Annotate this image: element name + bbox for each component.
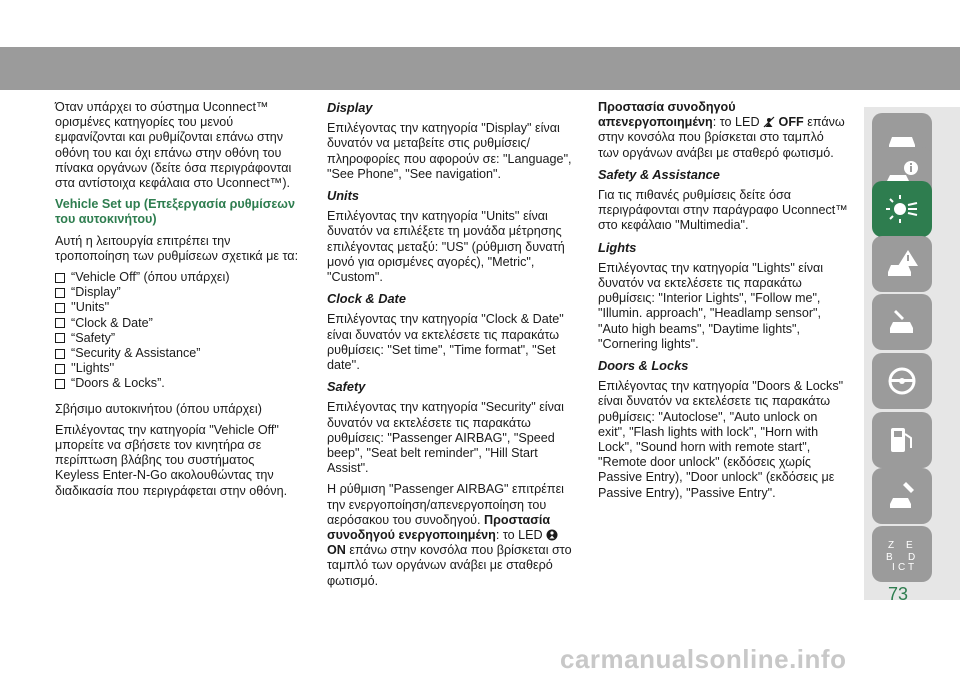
watermark: carmanualsonline.info <box>560 644 847 674</box>
vehicle-off-text: Επιλέγοντας την κατηγορία "Vehicle Off" μπορείτε να σβήσετε τον κινητήρα σε περίπτωση βλάβης του συστήματος Keyless Enter-N-Go ακολουθώντας την διαδικασία που περιγράφεται στην οθόνη. <box>55 422 288 498</box>
checkbox-icon <box>55 379 65 389</box>
header-bar <box>0 47 960 90</box>
intro-paragraph: Όταν υπάρχει το σύστημα Uconnect™ ορισμένες κατηγορίες του μενού εμφανίζονται και ρυθμίζονται επάνω στην οθόνη του και όχι επάνω στην οθόνη του πίνακα οργάνων (δείτε όσα περιγράφονται στα αντίστοιχα κεφάλαια στο Uconnect™). <box>55 100 292 191</box>
tab-warnings[interactable] <box>872 236 932 292</box>
column-2 <box>327 100 577 589</box>
clock-heading: Clock & Date <box>327 291 406 307</box>
alphabet-icon <box>884 536 920 572</box>
section-heading: Vehicle Set up (Επεξεργασία ρυθμίσεων του αυτοκινήτου) <box>55 197 295 227</box>
list-item: “Vehicle Off” (όπου υπάρχει) <box>55 270 300 285</box>
display-text: Επιλέγοντας την κατηγορία "Display" είναι δυνατόν να μεταβείτε στις ρυθμίσεις/πληροφορίες που αφορούν σε: "Language", "See Phone", "See navigation". <box>327 121 572 181</box>
tab-lights-settings[interactable] <box>872 181 932 237</box>
display-heading: Display <box>327 100 373 115</box>
checkbox-icon <box>55 273 65 283</box>
tab-index[interactable] <box>872 526 932 582</box>
settings-list <box>55 270 300 392</box>
svg-text:C: C <box>898 562 906 572</box>
airbag-off-led-icon <box>763 116 775 128</box>
checkbox-icon <box>55 318 65 328</box>
list-item: “Safety” <box>55 331 300 346</box>
safety-heading: Safety <box>327 379 366 395</box>
checkbox-icon <box>55 333 65 343</box>
tab-driving[interactable] <box>872 353 932 409</box>
airbag-off-text: Προστασία συνοδηγού απενεργοποιημένη: το LED OFF επάνω στην κονσόλα που βρίσκεται στο ταμπλό των οργάνων ανάβει με σταθερό φωτισμό. <box>598 100 845 160</box>
fuel-icon <box>884 422 920 458</box>
svg-text:Z: Z <box>888 540 895 551</box>
tools-icon <box>884 478 920 514</box>
list-item: ''Lights'' <box>55 361 300 376</box>
airbag-led-icon <box>546 529 558 541</box>
page-number: 73 <box>887 584 909 604</box>
lights-heading: Lights <box>598 239 637 255</box>
doors-heading: Doors & Locks <box>598 358 689 374</box>
wrench-car-icon <box>884 304 920 340</box>
list-item: “Doors & Locks”. <box>55 376 300 391</box>
light-icon <box>884 191 920 227</box>
svg-text:I: I <box>892 562 895 572</box>
vehicle-off-heading: Σβήσιμο αυτοκινήτου (όπου υπάρχει) <box>55 401 262 416</box>
checkbox-icon <box>55 349 65 359</box>
list-item: ''Units'' <box>55 300 300 315</box>
section-description: Αυτή η λειτουργία επιτρέπει την τροποποίηση των ρυθμίσεων σχετικά με τα: <box>55 233 299 263</box>
tab-maintenance[interactable] <box>872 468 932 524</box>
svg-text:B: B <box>886 552 893 563</box>
column-3 <box>598 100 848 507</box>
checkbox-icon <box>55 364 65 374</box>
airbag-text: Η ρύθμιση "Passenger AIRBAG" επιτρέπει την ενεργοποίηση/απενεργοποίηση του αερόσακου του συνοδηγού. Προστασία συνοδηγού ενεργοποιημένη: το LED ON επάνω στην κονσόλα που βρίσκεται στο ταμπλό των οργάνων ανάβει με σταθερό φωτισμό. <box>327 482 572 588</box>
units-text: Επιλέγοντας την κατηγορία ''Units'' είναι δυνατόν να επιλέξετε τη μονάδα μέτρησης επιλέγοντας μεταξύ: "US" (ρύθμιση δυνατή μονό για ορισμένες αγορές), "Metric", "Custom". <box>327 209 565 285</box>
lights-text: Επιλέγοντας την κατηγορία "Lights" είναι δυνατόν να εκτελέσετε τις παρακάτω ρυθμίσεις: "Interior Lights", "Follow me", "Illumin. approach", "Headlamp sensor", "Auto high beams", "Daytime lights", "Cornering lights". <box>598 260 824 351</box>
svg-text:T: T <box>908 562 915 572</box>
checkbox-icon <box>55 303 65 313</box>
steering-icon <box>884 363 920 399</box>
safety-text: Επιλέγοντας την κατηγορία "Security" είναι δυνατόν να εκτελέσετε τις παρακάτω ρυθμίσεις: "Passenger AIRBAG", "Speed beep", "Seat belt reminder", ''Hill Start Assist". <box>327 400 564 476</box>
safety-assistance-heading: Safety & Assistance <box>598 166 720 182</box>
tab-emergency[interactable] <box>872 294 932 350</box>
list-item: “Clock & Date” <box>55 316 300 331</box>
column-1 <box>55 100 300 505</box>
svg-text:E: E <box>906 540 913 551</box>
svg-text:D: D <box>908 552 916 563</box>
list-item: “Security & Assistance” <box>55 346 300 361</box>
checkbox-icon <box>55 288 65 298</box>
tab-refuelling[interactable] <box>872 412 932 468</box>
safety-assistance-text: Για τις πιθανές ρυθμίσεις δείτε όσα περιγράφονται στην παράγραφο Uconnect™ στο κεφάλαιο "Multimedia". <box>598 188 848 233</box>
units-heading: Units <box>327 188 359 204</box>
doors-text: Επιλέγοντας την κατηγορία "Doors & Locks" είναι δυνατόν να εκτελέσετε τις παρακάτω ρυθμίσεις: "Autoclose", "Auto unlock on exit", "Flash lights with lock", "Horn with Lock", "Sound horn with remote start", "Remote door unlock" (εκδόσεις χωρίς Passive Entry), "Door unlock" (εκδόσεις με Passive Entry), "Passive Entry". <box>598 379 844 500</box>
list-item: “Display” <box>55 285 300 300</box>
warning-icon <box>884 246 920 282</box>
clock-text: Επιλέγοντας την κατηγορία "Clock & Date" είναι δυνατόν να εκτελέσετε τις παρακάτω ρυθμίσεις: "Set time", "Time format", "Set date''. <box>327 312 564 373</box>
